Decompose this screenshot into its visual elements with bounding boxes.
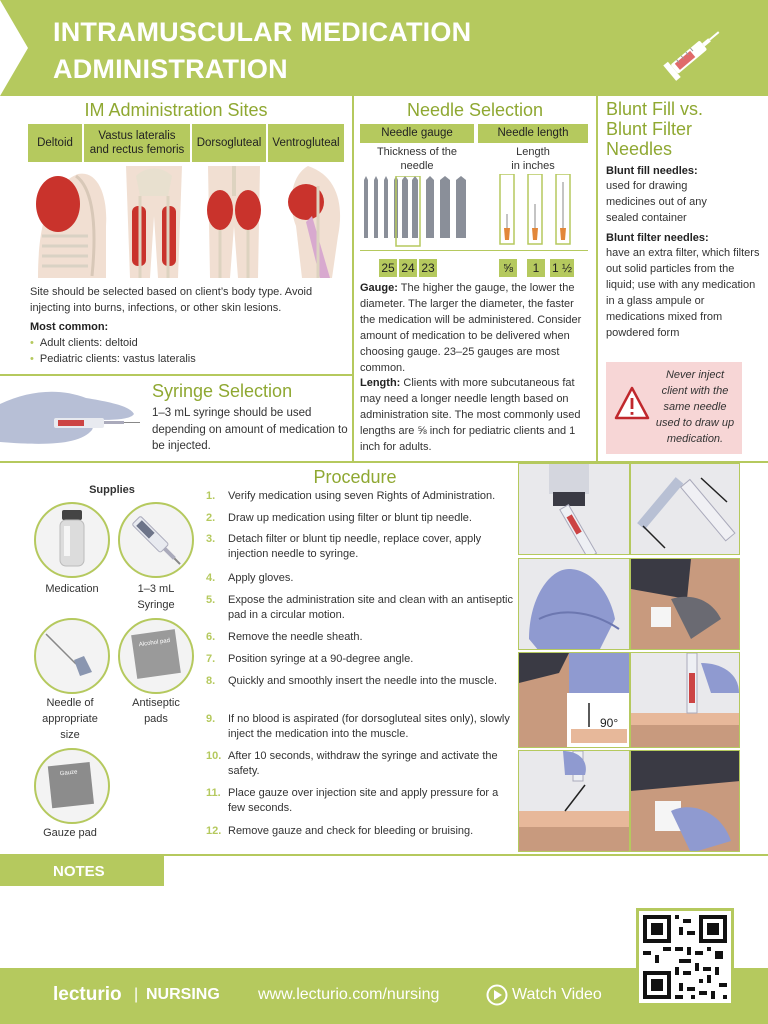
- step-text: Quickly and smoothly insert the needle into the muscle.: [228, 675, 498, 687]
- medication-vial-image: [34, 502, 110, 578]
- list-item: [206, 749, 513, 780]
- step-number: 7.: [206, 653, 216, 665]
- most-common-label: Most common:: [30, 321, 109, 333]
- step-image-position-syringe: [518, 652, 630, 748]
- footer-program: NURSING: [146, 986, 220, 1003]
- length-explanation-label: Length:: [360, 377, 401, 389]
- step-number: 5.: [206, 594, 216, 606]
- step-text: Draw up medication using filter or blunt tip needle.: [228, 512, 472, 524]
- site-label-dorsogluteal: Dorsogluteal: [192, 124, 266, 162]
- blunt-filter-text: have an extra filter, which filters out solid particles from the liquid; use with any medication in a glass ampule or medications mixed from powdered form: [606, 247, 760, 339]
- supply-label-medication: Medication: [45, 583, 99, 595]
- length-value: 1 ½: [551, 261, 572, 275]
- gauge-value: 25: [379, 259, 397, 277]
- step-number: 3.: [206, 533, 216, 545]
- needle-gauge-subtitle: Thickness of the needle: [376, 146, 458, 173]
- needle-length-subtitle: Length in inches: [511, 146, 555, 173]
- step-text: Position syringe at a 90-degree angle.: [228, 653, 414, 665]
- supply-label-gauze: Gauze pad: [43, 827, 97, 839]
- list-item: [206, 593, 513, 624]
- step-image-withdraw-syringe: [518, 750, 630, 852]
- vastus-lateralis-anatomy-image: [118, 166, 190, 278]
- step-text: Remove the needle sheath.: [228, 631, 363, 643]
- play-icon[interactable]: [486, 984, 508, 1006]
- step-text: Remove gauze and check for bleeding or bruising.: [228, 825, 474, 837]
- step-text: If no blood is aspirated (for dorsogluteal sites only), slowly inject the medication into the muscle.: [228, 713, 510, 741]
- step-text: Expose the administration site and clean with an antiseptic pad in a circular motion.: [228, 594, 513, 622]
- header-arrow-decoration: [0, 0, 28, 96]
- step-text: Apply gloves.: [228, 572, 294, 584]
- page-title-line2: ADMINISTRATION: [53, 54, 288, 84]
- gauge-value: 23: [419, 259, 437, 277]
- step-number: 6.: [206, 631, 216, 643]
- needle-supply-image: [34, 618, 110, 694]
- gauge-explanation: [360, 281, 590, 377]
- list-item: [206, 571, 513, 586]
- bullet-text: Adult clients: deltoid: [39, 337, 138, 349]
- syringe-selection-title: Syringe Selection: [152, 381, 293, 401]
- needle-gauge-header: Needle gauge: [360, 124, 474, 143]
- step-number: 11.: [206, 787, 221, 799]
- step-text: Detach filter or blunt tip needle, replace cover, apply injection needle to syringe.: [228, 533, 482, 561]
- gauge-explanation-text: The higher the gauge, the lower the diameter. The larger the diameter, the faster the medication will be administered. Consider amount of medication to be delivered when choosing gauge. 23–25 gauges are most common.: [360, 282, 582, 374]
- step-number: 1.: [206, 490, 216, 502]
- step-image-apply-gauze: [630, 750, 740, 852]
- blunt-filter-label: Blunt filter needles:: [606, 232, 709, 244]
- antiseptic-pad-image: [118, 618, 194, 694]
- step-number: 10.: [206, 750, 222, 762]
- gauge-explanation-label: Gauge:: [360, 282, 398, 294]
- notes-label: NOTES: [0, 856, 164, 886]
- list-item: [206, 652, 513, 667]
- divider: [352, 96, 354, 463]
- list-item: [206, 674, 513, 689]
- brand-logo: lecturio: [53, 984, 122, 1005]
- blunt-title-line: Needles: [606, 138, 673, 159]
- step-text: Verify medication using seven Rights of Administration.: [228, 490, 496, 502]
- blunt-fill-text: used for drawing medicines out of any sealed container: [606, 180, 707, 224]
- needle-length-illustration: [496, 174, 576, 250]
- syringe-icon: [662, 20, 728, 84]
- gauge-value: 24: [399, 259, 417, 277]
- supply-label-syringe: 1–3 mL Syringe: [137, 583, 175, 611]
- step-number: 12.: [206, 825, 222, 837]
- list-item: [206, 532, 513, 563]
- list-item: • Adult clients: deltoid: [30, 337, 138, 349]
- step-image-draw-medication: [518, 463, 630, 555]
- site-label-vastus: Vastus lateralis and rectus femoris: [84, 124, 190, 162]
- syringe-supply-image: [118, 502, 194, 578]
- im-sites-title: IM Administration Sites: [84, 100, 268, 120]
- blunt-needles-title: [606, 100, 703, 159]
- deltoid-anatomy-image: [28, 166, 112, 278]
- length-explanation: [360, 376, 592, 456]
- gauze-label: Gauze: [59, 769, 78, 778]
- angle-label: 90°: [600, 716, 619, 730]
- bullet-text: Pediatric clients: vastus lateralis: [39, 353, 196, 365]
- step-number: 4.: [206, 572, 216, 584]
- hand-holding-syringe-image: [0, 380, 146, 456]
- length-value: ⅝: [499, 259, 517, 277]
- procedure-title: Procedure: [313, 467, 397, 487]
- divider: [360, 250, 588, 251]
- qr-code[interactable]: [636, 908, 734, 1006]
- length-explanation-text: Clients with more subcutaneous fat may need a longer needle length based on administration site. The most commonly used lengths are ⅝ inch for pediatric clients and 1 inch for adults.: [360, 377, 581, 453]
- blunt-title-line: Blunt Fill vs.: [606, 99, 704, 119]
- watch-video-link[interactable]: Watch Video: [512, 986, 602, 1003]
- ventrogluteal-anatomy-image: [278, 166, 344, 278]
- step-text: After 10 seconds, withdraw the syringe and activate the safety.: [228, 750, 498, 778]
- supply-label-needle: Needle of appropriate size: [42, 697, 98, 741]
- step-number: 9.: [206, 713, 216, 725]
- step-image-insert-needle: [630, 652, 740, 748]
- step-image-apply-gloves: [518, 558, 630, 650]
- dorsogluteal-anatomy-image: [198, 166, 270, 278]
- list-item: [206, 511, 513, 526]
- needle-selection-title: Needle Selection: [406, 100, 544, 120]
- step-number: 2.: [206, 512, 216, 524]
- gauze-pad-image: [34, 748, 110, 824]
- list-item: [206, 630, 513, 645]
- footer-url-link[interactable]: www.lecturio.com/nursing: [258, 986, 440, 1003]
- pad-label: Alcohol pad: [138, 637, 171, 649]
- list-item: [206, 786, 513, 817]
- needle-length-header: Needle length: [478, 124, 588, 143]
- list-item: • Pediatric clients: vastus lateralis: [30, 353, 196, 365]
- step-image-detach-needle: [630, 463, 740, 555]
- divider: [596, 96, 598, 463]
- list-item: [206, 824, 513, 839]
- length-value: 1: [527, 259, 545, 277]
- blunt-title-line: Blunt Filter: [606, 118, 693, 139]
- footer-divider: |: [134, 986, 139, 1003]
- im-sites-text: Site should be selected based on client’s body type. Avoid injecting into burns, infections, or other skin lesions.: [30, 286, 313, 314]
- supply-label-antiseptic: Antiseptic pads: [132, 697, 180, 725]
- step-image-clean-site: [630, 558, 740, 650]
- site-label-ventrogluteal: Ventrogluteal: [268, 124, 344, 162]
- needle-gauge-illustration: [360, 176, 476, 250]
- step-text: Place gauze over injection site and apply pressure for a few seconds.: [228, 787, 499, 815]
- list-item: [206, 712, 513, 743]
- site-label-deltoid: Deltoid: [28, 124, 82, 162]
- step-number: 8.: [206, 675, 216, 687]
- supplies-title: Supplies: [89, 484, 135, 496]
- divider: [0, 374, 352, 376]
- syringe-selection-text: 1–3 mL syringe should be used depending on amount of medication to be injected.: [152, 407, 348, 453]
- list-item: [206, 489, 513, 504]
- blunt-fill-label: Blunt fill needles:: [606, 165, 698, 177]
- warning-icon: [614, 386, 650, 420]
- warning-text: Never inject client with the same needle used to draw up medication.: [655, 369, 735, 445]
- page-title: INTRAMUSCULAR MEDICATION: [53, 17, 472, 47]
